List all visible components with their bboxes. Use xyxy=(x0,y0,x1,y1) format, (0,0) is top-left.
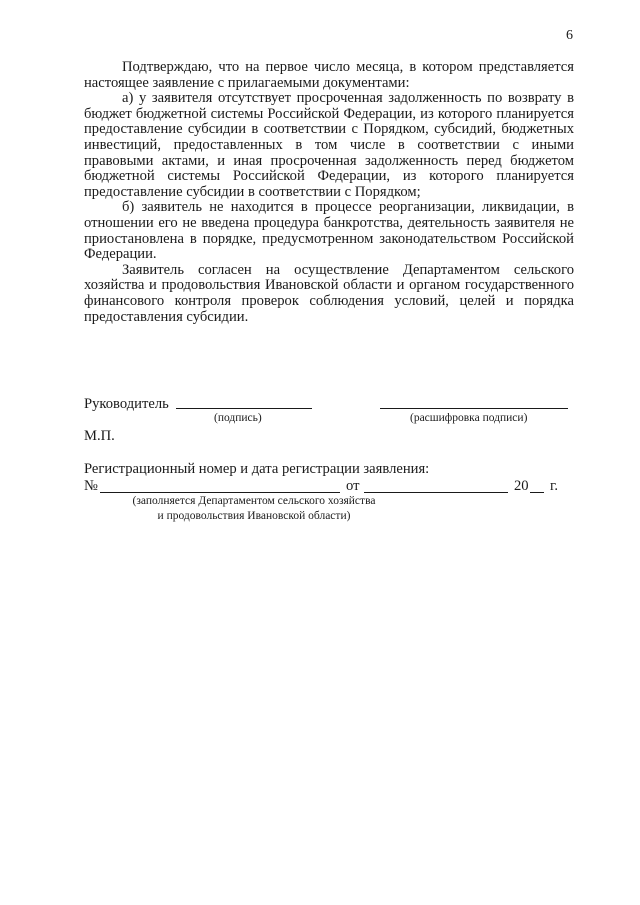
head-label: Руководитель xyxy=(84,396,169,412)
registration-note-line-1: (заполняется Департаментом сельского хозяйства xyxy=(132,495,376,507)
year-prefix: 20 xyxy=(514,478,529,494)
year-suffix: г. xyxy=(550,478,558,494)
registration-number-line xyxy=(100,480,340,493)
from-label: от xyxy=(346,478,360,494)
paragraph-intro: Подтверждаю, что на первое число месяца, в котором представляется настоящее заявление с прилагаемыми документами: xyxy=(84,59,574,91)
registration-title: Регистрационный номер и дата регистрации заявления: xyxy=(84,461,430,477)
seal-label: М.П. xyxy=(84,428,115,444)
number-sign: № xyxy=(84,478,98,494)
registration-note xyxy=(84,494,424,524)
decoding-caption: (расшифровка подписи) xyxy=(410,412,528,424)
registration-note-line-2: и продовольствия Ивановской области) xyxy=(157,510,351,522)
signature-decoding-line xyxy=(380,396,568,409)
paragraph-b: б) заявитель не находится в процессе реорганизации, ликвидации, в отношении его не введена процедура банкротства, деятельность заявителя не приостановлена в порядке, предусмотренном законодательством Российской Федерации. xyxy=(84,199,574,263)
paragraph-a: а) у заявителя отсутствует просроченная задолженность по возврату в бюджет бюджетной системы Российской Федерации, из которого планируется предоставление субсидии в соответствии с Порядком, субсидий, бюджетных инвестиций, предоставленных в том числе в соответствии с иными правовыми актами, и иная просроченная задолженность перед бюджетом бюджетной системы Российской Федерации, из которого планируется предоставление субсидии в соответствии с Порядком; xyxy=(84,90,574,200)
signature-line xyxy=(176,396,312,409)
signature-row xyxy=(84,396,574,412)
signature-caption: (подпись) xyxy=(214,412,262,424)
confirmation-text xyxy=(84,60,574,325)
page-number: 6 xyxy=(566,28,573,43)
registration-date-line xyxy=(364,480,508,493)
registration-year-line xyxy=(530,480,544,493)
paragraph-consent: Заявитель согласен на осуществление Департаментом сельского хозяйства и продовольствия Ивановской области и органом государственного финансового контроля проверок соблюдения условий, целей и порядка предоставления субсидии. xyxy=(84,261,574,325)
